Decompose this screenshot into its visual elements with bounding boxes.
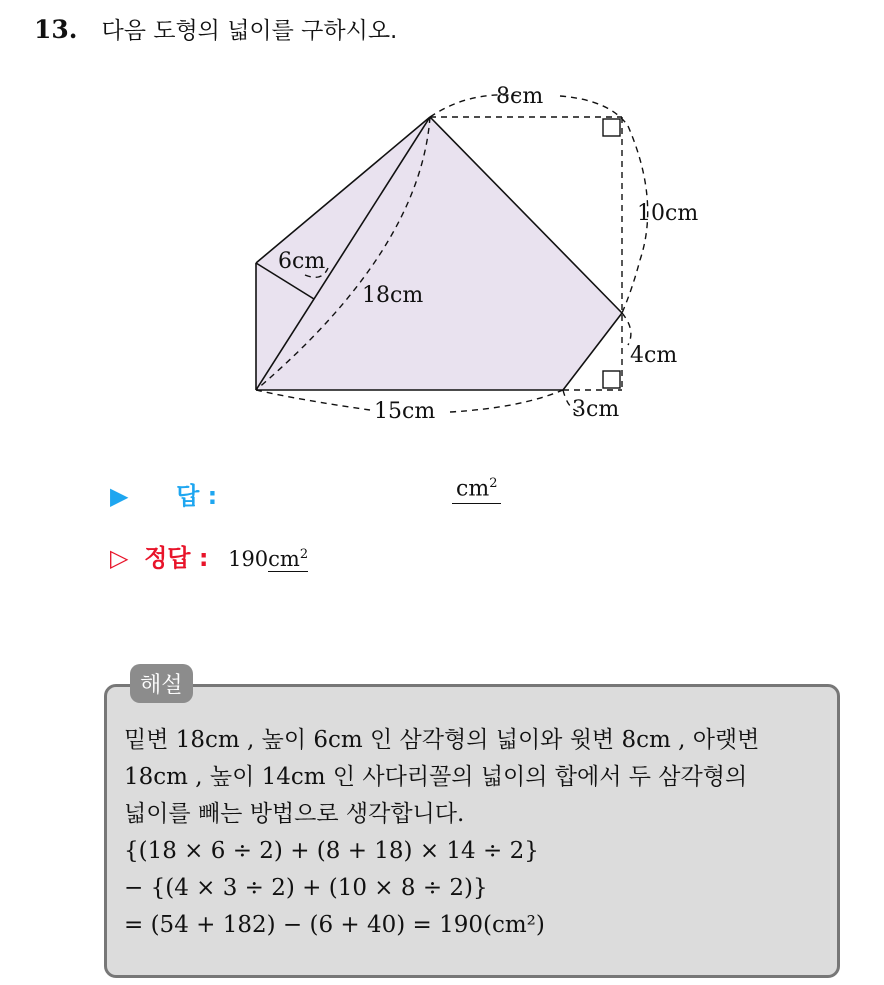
label-18cm: 18cm bbox=[362, 283, 424, 308]
correct-unit-exp: 2 bbox=[299, 547, 309, 562]
right-angle-mark-bottom bbox=[603, 371, 620, 388]
correct-marker-icon: ▷ bbox=[110, 544, 129, 572]
correct-unit: cm bbox=[268, 547, 300, 571]
answer-marker-icon: ▶ bbox=[110, 482, 129, 510]
explanation-line: 밑변 18cm , 높이 6cm 인 삼각형의 넓이와 윗변 8cm , 아랫변 bbox=[124, 727, 760, 753]
answer-input-blank[interactable] bbox=[452, 476, 501, 504]
correct-answer-row bbox=[110, 538, 308, 573]
right-angle-mark-top bbox=[603, 119, 620, 136]
question-number: 13. bbox=[34, 15, 78, 44]
explanation-text bbox=[124, 722, 830, 944]
answer-label: 답 : bbox=[176, 482, 218, 510]
explanation-line: 넓이를 빼는 방법으로 생각합니다. bbox=[124, 801, 465, 827]
label-6cm: 6cm bbox=[278, 249, 326, 274]
answer-unit: cm bbox=[456, 476, 490, 502]
label-10cm: 10cm bbox=[637, 201, 699, 226]
answer-row bbox=[110, 476, 217, 511]
question-text: 다음 도형의 넓이를 구하시오. bbox=[101, 18, 398, 44]
explanation-formula: {(18 × 6 ÷ 2) + (8 + 18) × 14 ÷ 2} bbox=[124, 838, 539, 864]
correct-label: 정답 : bbox=[144, 544, 209, 572]
label-15cm: 15cm bbox=[374, 399, 436, 424]
explanation-line: 18cm , 높이 14cm 인 사다리꼴의 넓이의 합에서 두 삼각형의 bbox=[124, 764, 748, 790]
label-4cm: 4cm bbox=[630, 343, 678, 368]
explanation-formula: = (54 + 182) − (6 + 40) = 190(cm²) bbox=[124, 912, 545, 938]
explanation-formula: − {(4 × 3 ÷ 2) + (10 × 8 ÷ 2)} bbox=[124, 875, 488, 901]
answer-unit-exp: 2 bbox=[489, 476, 498, 491]
correct-value: 190 bbox=[228, 547, 269, 571]
label-3cm: 3cm bbox=[572, 397, 620, 422]
label-8cm: 8cm bbox=[496, 84, 544, 109]
explanation-tag: 해설 bbox=[130, 664, 193, 703]
correct-unit-group bbox=[268, 547, 308, 572]
geometry-figure bbox=[0, 0, 884, 470]
